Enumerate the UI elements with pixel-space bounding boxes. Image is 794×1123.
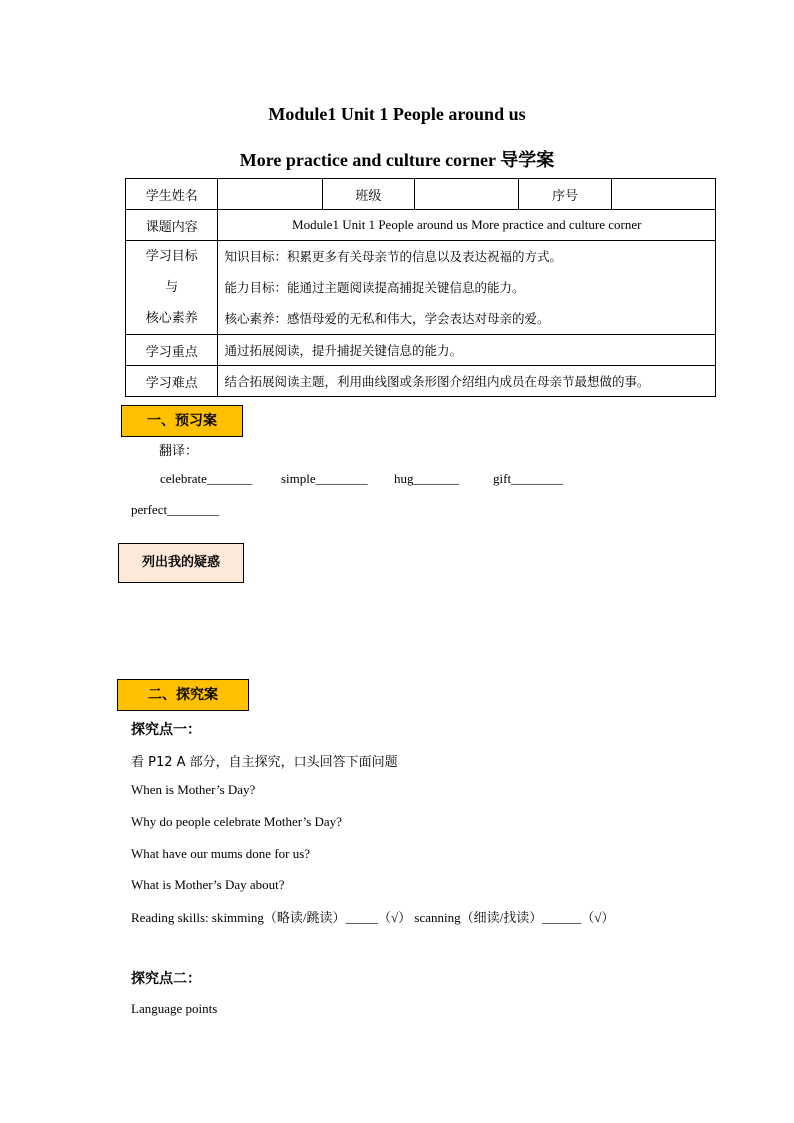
preview-section-title: 一、预习案: [121, 405, 243, 437]
goals-value: [218, 241, 716, 335]
goals-label-line: 学习目标: [145, 249, 198, 264]
question: When is Mother’s Day?: [131, 782, 256, 797]
goal-knowledge: 知识目标：积累更多有关母亲节的信息以及表达祝福的方式。: [224, 249, 562, 264]
translate-label: 翻译：: [159, 444, 199, 459]
word-celebrate[interactable]: celebrate_______: [160, 471, 253, 486]
title-line-1: Module1 Unit 1 People around us: [268, 104, 526, 124]
goals-label-line: 与: [165, 280, 179, 295]
goal-ability: 能力目标：能通过主题阅读提高捕捉关键信息的能力。: [224, 280, 525, 295]
class-label: 班级: [322, 179, 414, 210]
table-row: [126, 366, 716, 397]
table-row: [126, 179, 716, 210]
word-gift[interactable]: gift________: [493, 471, 564, 486]
table-row: [126, 210, 716, 241]
key-value: 通过拓展阅读，提升捕捉关键信息的能力。: [218, 335, 716, 366]
table-row: [126, 335, 716, 366]
question: What is Mother’s Day about?: [131, 877, 285, 892]
goal-core: 核心素养：感悟母爱的无私和伟大，学会表达对母亲的爱。: [224, 311, 550, 326]
reading-skills: Reading skills: skimming（略读/跳读）_____（√） scanning（细读/找读）______（√）: [131, 910, 615, 925]
word-simple[interactable]: simple________: [281, 471, 368, 486]
name-label: 学生姓名: [126, 179, 218, 210]
table-row: [126, 241, 716, 335]
seat-field[interactable]: [611, 179, 715, 210]
topic-label: 课题内容: [126, 210, 218, 241]
language-points: Language points: [131, 1001, 218, 1016]
point1-title: 探究点一：: [131, 722, 201, 738]
seat-label: 序号: [519, 179, 611, 210]
info-table: [125, 178, 716, 397]
doubt-box: 列出我的疑惑: [118, 543, 244, 583]
instruction: 看 P12 A 部分，自主探究，口头回答下面问题: [131, 755, 398, 770]
class-field[interactable]: [415, 179, 519, 210]
question: What have our mums done for us?: [131, 846, 311, 861]
name-field[interactable]: [218, 179, 322, 210]
difficult-value: 结合拓展阅读主题，利用曲线图或条形图介绍组内成员在母亲节最想做的事。: [218, 366, 716, 397]
point2-title: 探究点二：: [131, 971, 201, 987]
word-hug[interactable]: hug_______: [394, 471, 459, 486]
goals-label-line: 核心素养: [145, 311, 198, 326]
goals-label: [126, 241, 218, 335]
key-label: 学习重点: [126, 335, 218, 366]
word-perfect[interactable]: perfect________: [131, 502, 220, 517]
topic-value: Module1 Unit 1 People around us More practice and culture corner: [218, 210, 716, 241]
title-line-2: More practice and culture corner 导学案: [239, 150, 555, 170]
difficult-label: 学习难点: [126, 366, 218, 397]
explore-section-title: 二、探究案: [117, 679, 249, 711]
question: Why do people celebrate Mother’s Day?: [131, 814, 342, 829]
